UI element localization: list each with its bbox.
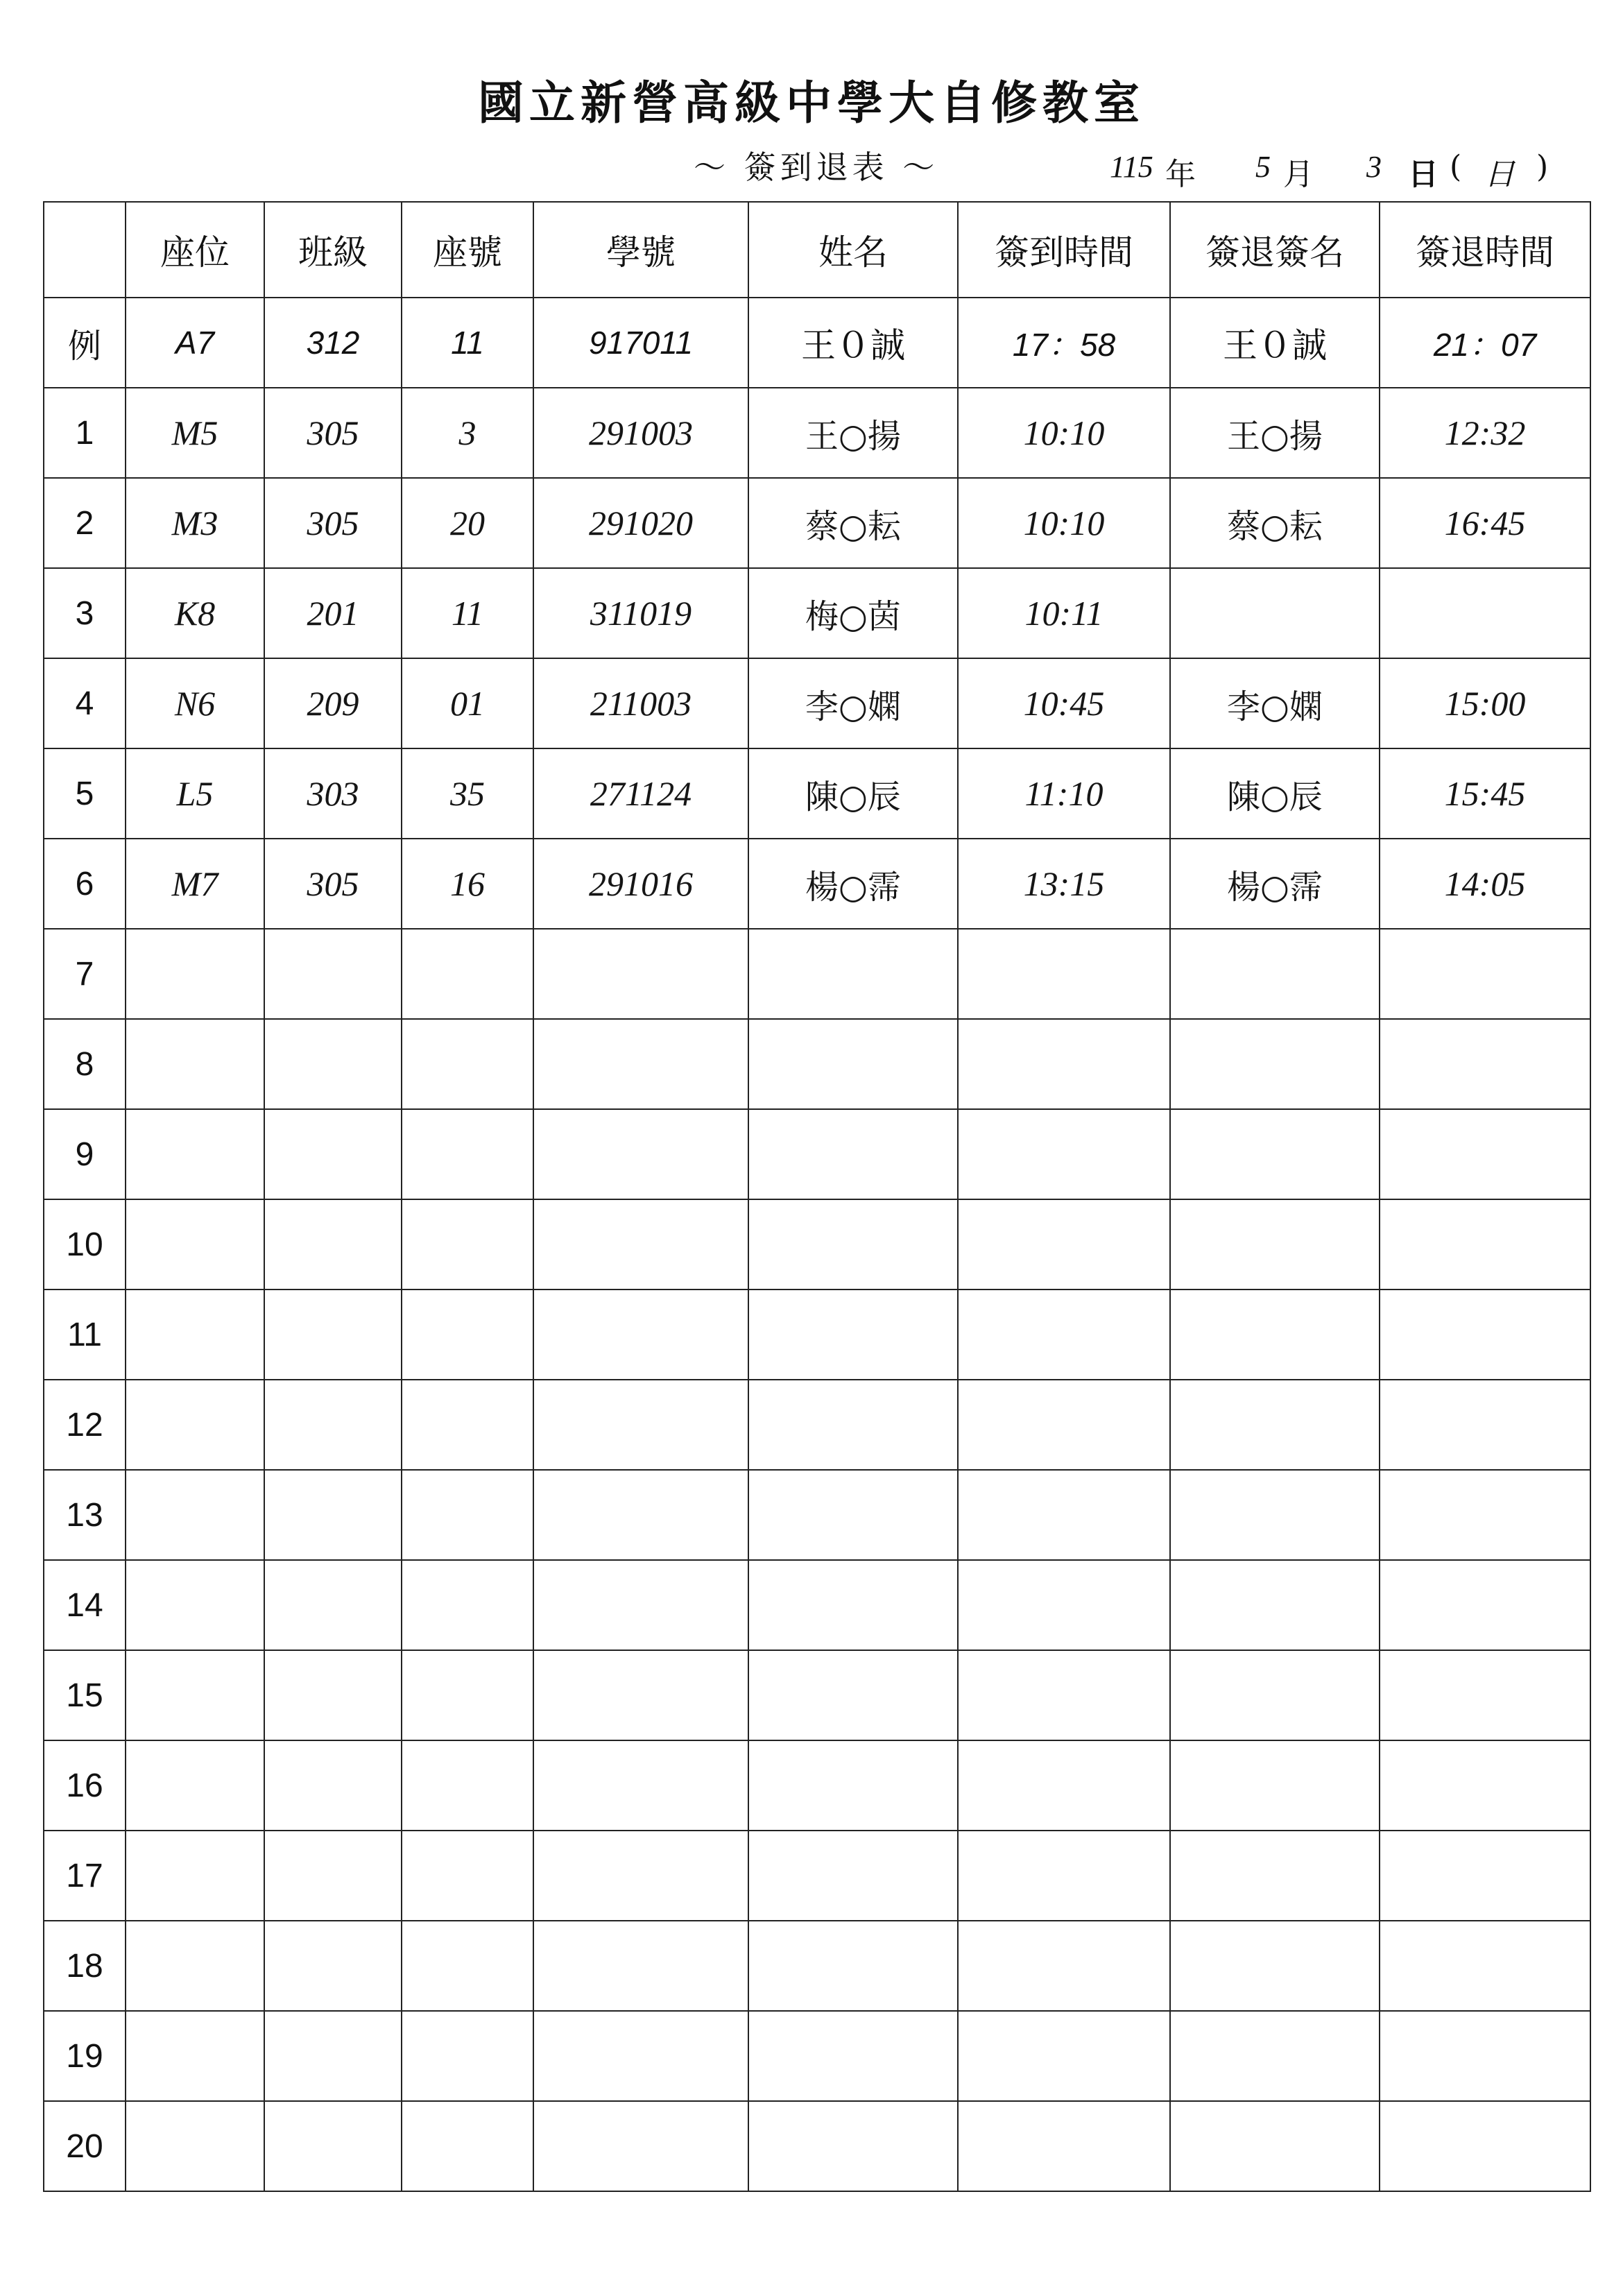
number-cell [402,1019,533,1109]
seat-cell: N6 [126,658,264,748]
checkin-time-cell: 10:10 [958,478,1170,568]
name-cell [748,1740,958,1831]
class-cell [264,1921,402,2011]
name-cell [748,1380,958,1470]
header-name: 姓名 [748,202,958,298]
number-cell: 11 [402,568,533,658]
name-cell [748,1019,958,1109]
checkout-sign-cell [1170,929,1380,1019]
seat-cell [126,929,264,1019]
example-index: 例 [44,298,126,388]
checkout-sign-cell [1170,568,1380,658]
student-id-cell [533,1019,748,1109]
checkout-time-cell [1380,1650,1590,1740]
row-index: 14 [44,1560,126,1650]
checkin-time-cell [958,1560,1170,1650]
student-id-cell: 291003 [533,388,748,478]
table-row [44,2101,1590,2191]
checkout-time-cell: 15:45 [1380,748,1590,839]
checkout-time-cell: 12:32 [1380,388,1590,478]
checkout-sign-cell [1170,1921,1380,2011]
checkout-sign-cell [1170,2011,1380,2101]
row-index: 17 [44,1831,126,1921]
number-cell [402,1380,533,1470]
table-row [44,658,1590,748]
name-cell: 陳○辰 [748,748,958,839]
class-cell [264,1380,402,1470]
student-id-cell [533,1831,748,1921]
example-checkout-sign: 王０誠 [1170,298,1380,388]
checkout-sign-cell: 楊○霈 [1170,839,1380,929]
class-cell [264,1109,402,1199]
checkout-sign-cell [1170,1019,1380,1109]
example-name: 王０誠 [748,298,958,388]
name-cell [748,1199,958,1290]
number-cell [402,1650,533,1740]
seat-cell [126,1109,264,1199]
table-row [44,748,1590,839]
example-checkout-time: 21：07 [1380,298,1590,388]
row-index: 1 [44,388,126,478]
header-index [44,202,126,298]
checkin-time-cell [958,929,1170,1019]
student-id-cell [533,1109,748,1199]
row-index: 13 [44,1470,126,1560]
table-row [44,1740,1590,1831]
checkout-time-cell [1380,1290,1590,1380]
date-month: 5 [1255,150,1271,184]
student-id-cell [533,1650,748,1740]
checkout-sign-cell [1170,1831,1380,1921]
checkout-sign-cell [1170,1560,1380,1650]
checkout-sign-cell: 王○揚 [1170,388,1380,478]
number-cell [402,929,533,1019]
seat-cell [126,1380,264,1470]
class-cell [264,1650,402,1740]
class-cell [264,1740,402,1831]
class-cell [264,1560,402,1650]
checkout-time-cell [1380,1019,1590,1109]
checkout-time-cell [1380,1921,1590,2011]
checkin-time-cell: 10:10 [958,388,1170,478]
seat-cell [126,1740,264,1831]
checkout-time-cell: 14:05 [1380,839,1590,929]
name-cell: 王○揚 [748,388,958,478]
name-cell: 梅○茵 [748,568,958,658]
seat-cell [126,1831,264,1921]
seat-cell [126,1650,264,1740]
class-cell [264,1831,402,1921]
name-cell [748,1470,958,1560]
row-index: 20 [44,2101,126,2191]
table-row [44,388,1590,478]
number-cell: 01 [402,658,533,748]
number-cell: 35 [402,748,533,839]
name-cell [748,2101,958,2191]
table-row [44,1831,1590,1921]
table-row [44,2011,1590,2101]
student-id-cell [533,1380,748,1470]
checkin-time-cell [958,1199,1170,1290]
checkout-sign-cell [1170,1109,1380,1199]
checkout-time-cell [1380,2011,1590,2101]
checkout-time-cell: 16:45 [1380,478,1590,568]
table-row [44,1019,1590,1109]
row-index: 18 [44,1921,126,2011]
checkout-sign-cell [1170,2101,1380,2191]
seat-cell: M7 [126,839,264,929]
number-cell: 20 [402,478,533,568]
checkin-time-cell [958,1380,1170,1470]
checkout-sign-cell [1170,1470,1380,1560]
row-index: 10 [44,1199,126,1290]
name-cell [748,929,958,1019]
checkin-time-cell: 11:10 [958,748,1170,839]
example-student-id: 917011 [533,298,748,388]
header-student-id: 學號 [533,202,748,298]
checkout-time-cell [1380,1560,1590,1650]
checkin-time-cell [958,1650,1170,1740]
class-cell [264,1470,402,1560]
name-cell: 楊○霈 [748,839,958,929]
example-seat: A7 [126,298,264,388]
student-id-cell [533,1199,748,1290]
checkout-sign-cell: 蔡○耘 [1170,478,1380,568]
checkout-time-cell [1380,1380,1590,1470]
number-cell: 3 [402,388,533,478]
checkout-sign-cell [1170,1650,1380,1740]
page-title: 國立新營高級中學大自修教室 [478,76,1145,130]
checkout-time-cell [1380,1740,1590,1831]
example-number: 11 [402,298,533,388]
table-row [44,568,1590,658]
student-id-cell [533,2101,748,2191]
seat-cell: L5 [126,748,264,839]
date-day-unit: 日 [1408,157,1439,192]
class-cell: 201 [264,568,402,658]
student-id-cell [533,1560,748,1650]
header-checkin-time: 簽到時間 [958,202,1170,298]
student-id-cell [533,1740,748,1831]
table-row [44,1109,1590,1199]
row-index: 11 [44,1290,126,1380]
seat-cell [126,1199,264,1290]
checkin-time-cell: 10:45 [958,658,1170,748]
row-index: 8 [44,1019,126,1109]
student-id-cell [533,929,748,1019]
table-row [44,1650,1590,1740]
seat-cell [126,1290,264,1380]
class-cell [264,929,402,1019]
number-cell [402,1740,533,1831]
date-weekday: 日 [1484,157,1515,191]
checkout-time-cell [1380,929,1590,1019]
checkin-time-cell [958,1109,1170,1199]
number-cell: 16 [402,839,533,929]
class-cell: 209 [264,658,402,748]
number-cell [402,1199,533,1290]
date-paren-close: ) [1536,149,1549,185]
student-id-cell [533,2011,748,2101]
checkout-sign-cell [1170,1740,1380,1831]
checkin-time-cell [958,2101,1170,2191]
number-cell [402,1109,533,1199]
date-line [1110,149,1581,191]
class-cell: 305 [264,388,402,478]
date-month-unit: 月 [1283,157,1314,192]
table-row [44,1921,1590,2011]
seat-cell [126,1470,264,1560]
checkout-time-cell [1380,1470,1590,1560]
header-checkout-time: 簽退時間 [1380,202,1590,298]
date-paren-open: ( [1450,149,1462,185]
table-row [44,1199,1590,1290]
number-cell [402,2011,533,2101]
class-cell [264,2101,402,2191]
student-id-cell [533,1921,748,2011]
table-row [44,1380,1590,1470]
checkout-sign-cell [1170,1199,1380,1290]
table-row [44,478,1590,568]
seat-cell: M3 [126,478,264,568]
seat-cell [126,2101,264,2191]
row-index: 6 [44,839,126,929]
header-class: 班級 [264,202,402,298]
row-index: 7 [44,929,126,1019]
number-cell [402,1831,533,1921]
row-index: 5 [44,748,126,839]
checkout-time-cell: 15:00 [1380,658,1590,748]
checkin-time-cell [958,1290,1170,1380]
student-id-cell: 311019 [533,568,748,658]
student-id-cell: 291016 [533,839,748,929]
class-cell [264,1199,402,1290]
date-year: 115 [1110,150,1153,184]
row-index: 2 [44,478,126,568]
student-id-cell: 291020 [533,478,748,568]
checkin-time-cell: 10:11 [958,568,1170,658]
seat-cell [126,1019,264,1109]
checkin-time-cell [958,2011,1170,2101]
class-cell [264,1019,402,1109]
class-cell: 305 [264,478,402,568]
seat-cell [126,1560,264,1650]
checkout-sign-cell: 陳○辰 [1170,748,1380,839]
name-cell [748,1921,958,2011]
checkin-time-cell [958,1019,1170,1109]
checkout-sign-cell [1170,1290,1380,1380]
checkout-time-cell [1380,2101,1590,2191]
number-cell [402,2101,533,2191]
seat-cell: M5 [126,388,264,478]
name-cell [748,2011,958,2101]
checkout-time-cell [1380,1109,1590,1199]
seat-cell [126,1921,264,2011]
table-row [44,1560,1590,1650]
student-id-cell [533,1290,748,1380]
name-cell: 蔡○耘 [748,478,958,568]
number-cell [402,1290,533,1380]
row-index: 12 [44,1380,126,1470]
checkin-time-cell: 13:15 [958,839,1170,929]
checkout-sign-cell: 李○嫻 [1170,658,1380,748]
row-index: 9 [44,1109,126,1199]
number-cell [402,1470,533,1560]
row-index: 15 [44,1650,126,1740]
header-row [44,202,1590,298]
header-checkout-sign: 簽退簽名 [1170,202,1380,298]
name-cell [748,1650,958,1740]
number-cell [402,1921,533,2011]
class-cell [264,1290,402,1380]
student-id-cell: 211003 [533,658,748,748]
table-row [44,839,1590,929]
checkin-time-cell [958,1921,1170,2011]
example-row [44,298,1590,388]
example-checkin-time: 17：58 [958,298,1170,388]
date-day: 3 [1366,150,1382,184]
table-row [44,1470,1590,1560]
checkin-time-cell [958,1470,1170,1560]
checkout-time-cell [1380,1831,1590,1921]
name-cell [748,1109,958,1199]
table-row [44,929,1590,1019]
number-cell [402,1560,533,1650]
class-cell: 303 [264,748,402,839]
name-cell [748,1290,958,1380]
checkout-sign-cell [1170,1380,1380,1470]
student-id-cell: 271124 [533,748,748,839]
class-cell [264,2011,402,2101]
class-cell: 305 [264,839,402,929]
seat-cell: K8 [126,568,264,658]
header-seat: 座位 [126,202,264,298]
name-cell: 李○嫻 [748,658,958,748]
row-index: 3 [44,568,126,658]
example-class: 312 [264,298,402,388]
header-number: 座號 [402,202,533,298]
signin-table [43,201,1591,2192]
checkout-time-cell [1380,1199,1590,1290]
date-year-unit: 年 [1165,157,1196,192]
seat-cell [126,2011,264,2101]
checkout-time-cell [1380,568,1590,658]
checkin-time-cell [958,1831,1170,1921]
student-id-cell [533,1470,748,1560]
row-index: 19 [44,2011,126,2101]
checkin-time-cell [958,1740,1170,1831]
table-row [44,1290,1590,1380]
row-index: 4 [44,658,126,748]
name-cell [748,1831,958,1921]
row-index: 16 [44,1740,126,1831]
name-cell [748,1560,958,1650]
page-subtitle: ～ 簽到退表 ～ [694,148,939,186]
